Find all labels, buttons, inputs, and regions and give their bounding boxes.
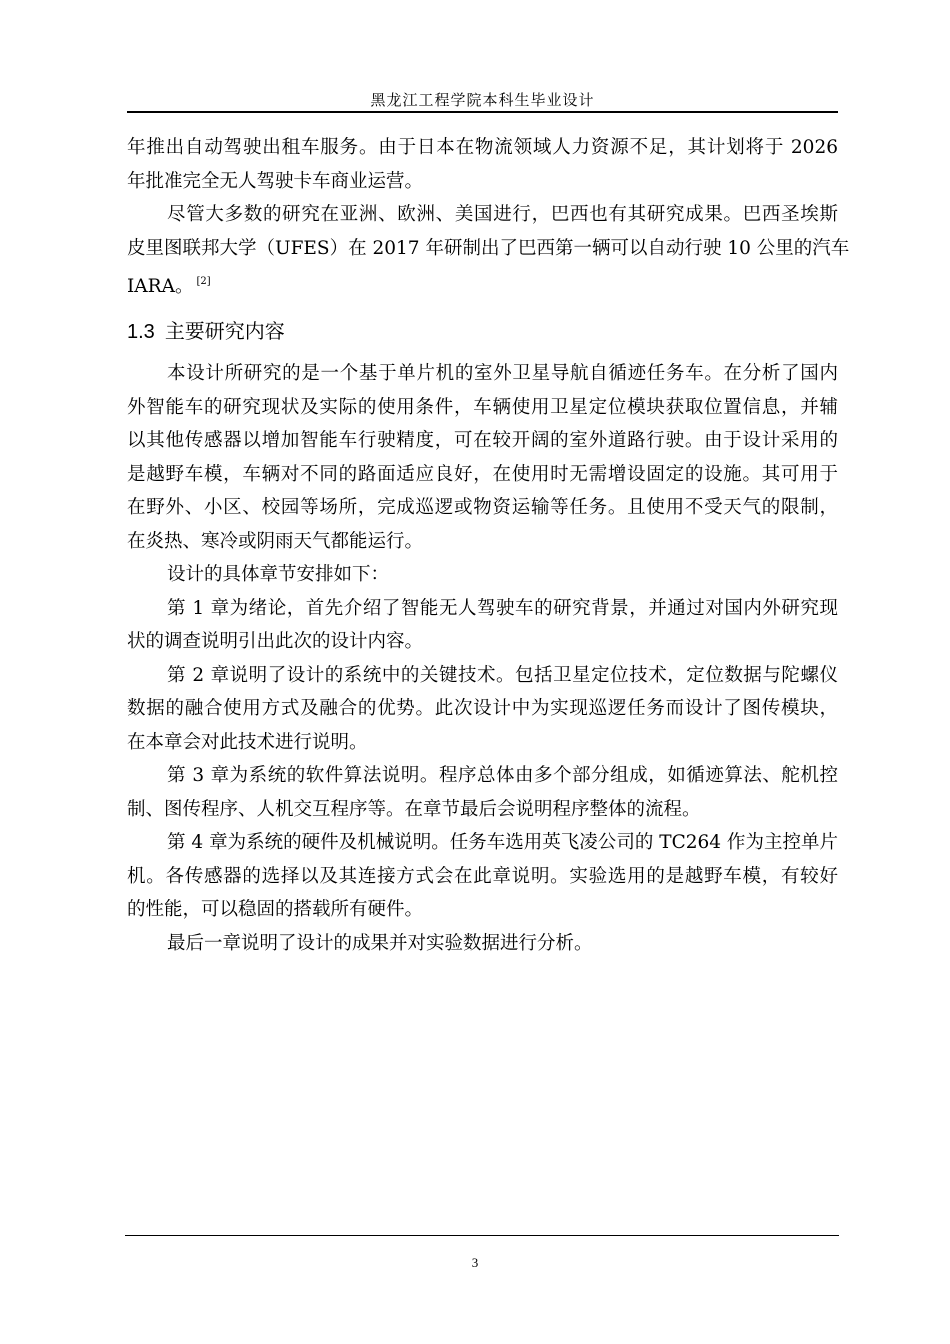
text-line-content: 在本章会对此技术进行说明。 xyxy=(127,731,368,753)
page-number: 3 xyxy=(471,1255,479,1270)
text-line-content: 在野外、小区、校园等场所，完成巡逻或物资运输等任务。且使用不受天气的限制， xyxy=(127,497,838,518)
text-line-content: 的性能，可以稳固的搭载所有硬件。 xyxy=(127,899,424,920)
text-line xyxy=(127,530,838,554)
text-line-content: 尽管大多数的研究在亚洲、欧洲、美国进行，巴西也有其研究成果。巴西圣埃斯 xyxy=(167,204,838,226)
header-rule xyxy=(127,111,838,113)
text-line-content: 最后一章说明了设计的成果并对实验数据进行分析。 xyxy=(167,932,593,954)
text-line-content: 是越野车模，车辆对不同的路面适应良好，在使用时无需增设固定的设施。其可用于 xyxy=(127,463,838,485)
text-line-content: 在炎热、寒冷或阴雨天气都能运行。 xyxy=(127,530,424,552)
text-line-content: 外智能车的研究现状及实际的使用条件，车辆使用卫星定位模块获取位置信息，并辅 xyxy=(127,396,838,418)
text-line xyxy=(127,270,838,298)
text-line xyxy=(127,396,838,420)
text-line xyxy=(127,764,838,788)
text-line-content: 制、图传程序、人机交互程序等。在章节最后会说明程序整体的流程。 xyxy=(127,798,701,820)
text-line xyxy=(127,865,838,889)
text-line-content: 年推出自动驾驶出租车服务。由于日本在物流领域人力资源不足，其计划将于 2026 xyxy=(127,137,838,158)
text-line xyxy=(127,463,838,487)
text-line-content: 年批准完全无人驾驶卡车商业运营。 xyxy=(127,170,424,192)
text-line-content: 第 1 章为绪论，首先介绍了智能无人驾驶车的研究背景，并通过对国内外研究现 xyxy=(167,597,838,619)
text-line xyxy=(127,630,838,654)
text-line xyxy=(127,597,838,621)
text-line xyxy=(127,136,838,160)
text-line xyxy=(127,697,838,721)
text-line-content: IARA。 xyxy=(127,276,194,298)
text-line xyxy=(127,932,838,956)
text-line xyxy=(127,898,838,922)
footer-rule xyxy=(125,1235,839,1236)
text-line-content: 第 4 章为系统的硬件及机械说明。任务车选用英飞凌公司的 TC264 作为主控单片 xyxy=(167,832,838,853)
text-line-content: 第 2 章说明了设计的系统中的关键技术。包括卫星定位技术，定位数据与陀螺仪 xyxy=(167,664,838,686)
text-line xyxy=(127,362,838,386)
text-line xyxy=(127,731,838,755)
section-title: 主要研究内容 xyxy=(164,319,285,343)
text-line xyxy=(127,496,838,520)
citation-reference: [2] xyxy=(196,276,211,288)
section-heading xyxy=(127,315,285,344)
text-line xyxy=(127,831,838,855)
text-line-content: 以其他传感器以增加智能车行驶精度，可在较开阔的室外道路行驶。由于设计采用的 xyxy=(127,430,838,451)
text-line-content: 状的调查说明引出此次的设计内容。 xyxy=(127,631,424,652)
text-line xyxy=(127,203,838,227)
text-line xyxy=(127,429,838,453)
text-line-content: 本设计所研究的是一个基于单片机的室外卫星导航自循迹任务车。在分析了国内 xyxy=(167,363,838,384)
text-line xyxy=(127,664,838,688)
text-line xyxy=(127,563,838,587)
text-line-content: 机。各传感器的选择以及其连接方式会在此章说明。实验选用的是越野车模，有较好 xyxy=(127,865,838,887)
text-line xyxy=(127,798,838,822)
text-line-content: 数据的融合使用方式及融合的优势。此次设计中为实现巡逻任务而设计了图传模块， xyxy=(127,698,838,719)
text-line-content: 第 3 章为系统的软件算法说明。程序总体由多个部分组成，如循迹算法、舵机控 xyxy=(167,765,838,786)
page-header: 黑龙江工程学院本科生毕业设计 xyxy=(370,91,595,109)
text-line-content: 设计的具体章节安排如下： xyxy=(167,564,390,585)
text-line xyxy=(127,237,850,261)
section-number: 1.3 xyxy=(127,321,155,343)
text-line xyxy=(127,170,838,194)
text-line-content: 皮里图联邦大学（UFES）在 2017 年研制出了巴西第一辆可以自动行驶 10 公里的汽车 xyxy=(127,237,850,259)
